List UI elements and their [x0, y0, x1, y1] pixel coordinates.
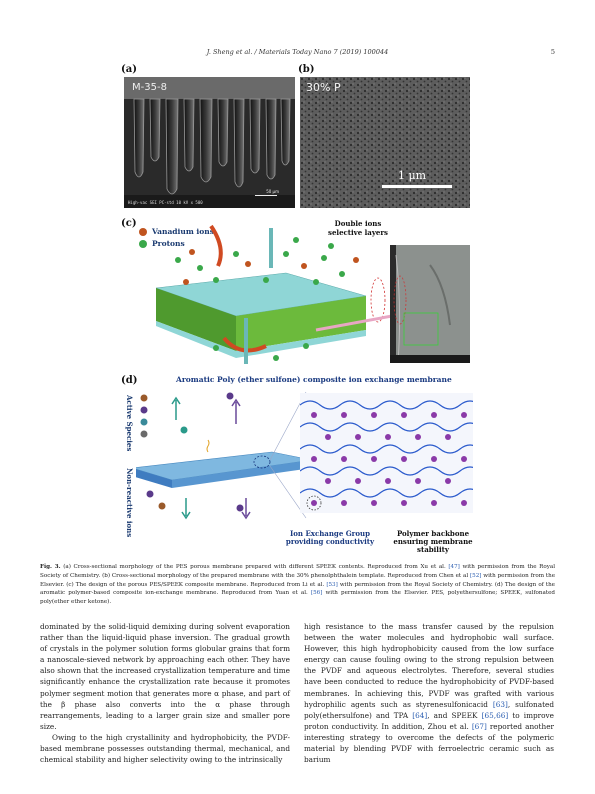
caption-text-3: with permission from the Elsevier. (c) The design of the porous PES/SPEEK composite membrane. Reproduced from Li et al.: [40, 572, 555, 588]
vanadium-legend-text: Vanadium ions: [152, 227, 214, 236]
polymer-backbone-schematic: [300, 393, 473, 513]
running-head: J. Sheng et al. / Materials Today Nano 7 (2019) 100044: [206, 48, 389, 56]
panel-a-scale-bar: [255, 195, 277, 196]
panel-d-membrane-diagram: [136, 390, 316, 520]
panel-d-title: Aromatic Poly (ether sulfone) composite ion exchange membrane: [176, 375, 452, 384]
panel-a-scale-text: 50 μm: [266, 189, 279, 194]
ref-64[interactable]: [64]: [412, 710, 428, 720]
panel-a-image-label: M-35-8: [132, 82, 167, 93]
panel-d-label: (d): [121, 375, 138, 386]
double-ions-callout: Double ions selective layers: [328, 219, 388, 237]
ion-exchange-group-label: Ion Exchange Group providing conductivity: [285, 529, 375, 546]
active-species-label: Active Species: [125, 395, 134, 452]
panel-b-sem-image: [300, 77, 470, 208]
caption-text-2: with permission from the Royal Society of Chemistry. (b) Cross-sectional morphology of the prepared membrane with the 30% phenolphthalein template. Reproduced from Chen et al: [40, 564, 556, 579]
body-text: reported another interesting strategy to overcome the defects of the polymeric material by blending PVDF with ferroelectric ceramic such as barium: [304, 721, 554, 765]
non-reactive-ions-label: Non-reactive ions: [125, 468, 134, 538]
body-paragraph: Owing to the high crystallinity and hydrophobicity, the PVDF-based membrane possesses outstanding thermal, mechanical, and chemical stability and higher selectivity owing to the intrinsically: [40, 732, 290, 765]
panel-a-label: (a): [121, 64, 137, 75]
proton-legend-text: Protons: [152, 239, 185, 248]
panel-b-image-label: 30% P: [306, 81, 341, 94]
caption-text-1: (a) Cross-sectional morphology of the PES porous membrane prepared with different SPEEK contents. Reproduced from Xu et al.: [60, 564, 449, 570]
panel-a-sem-image: [124, 77, 295, 208]
panel-b-scale-bar: [382, 185, 452, 188]
caption-ref-56[interactable]: [56]: [310, 590, 323, 597]
panel-b-label: (b): [298, 64, 315, 75]
caption-ref-52[interactable]: [52]: [469, 572, 482, 579]
ref-67[interactable]: [67]: [471, 721, 487, 731]
body-text: high resistance to the mass transfer caused by the repulsion between the water molecules and hydrophobic wall surface. However, this high hydrophobicity caused from the low surface energy can cause fouling owing to the strong repulsion between the PVDF and aqueous electrolytes. Therefore, several studies have been conducted to reduce the hydrophobicity of PVDF-based membranes. In achieving this, PVDF was grafted with various hydrophilic agents such as styrenesulfonicacid: [304, 622, 554, 709]
ref-63[interactable]: [63]: [492, 699, 508, 709]
body-right-column: [304, 621, 554, 765]
body-paragraph: [304, 621, 554, 765]
page-header: [0, 48, 595, 60]
panel-c-sem-image: [390, 245, 470, 363]
caption-text-5: with permission from the Elsevier. PES, polyethersulfone; SPEEK, sulfonated poly(ether ether ketone).: [40, 590, 555, 606]
body-left-column: [40, 621, 290, 765]
panel-a-sem-info: High-vac SEI PC-std 10 kV x 500: [128, 200, 203, 205]
panel-c-membrane-diagram: [116, 218, 396, 368]
body-text: to improve proton conductivity. In addition, Zhou et al.: [304, 710, 554, 731]
caption-text-4: with permission from the Royal Society of Chemistry. (d) The design of the aromatic polymer-based composite ion-exchange membrane. Reproduced from Yuan et al.: [40, 581, 555, 597]
body-paragraph: dominated by the solid-liquid demixing during solvent evaporation rather than the liquid-liquid phase inversion. The gradual growth of crystals in the polymer solution forms globular grains that form a nanoscale-sieved network by approaching each other. They have also shown that the increased crystallization temperature and time significantly enhance the crystallization rate because it promotes polymer segment motion that generates more α phase, and part of the β phase also converts into the α phase through rearrangements, leading to a larger grain size and smaller pore size.: [40, 622, 290, 731]
body-text: , and SPEEK: [427, 710, 482, 720]
figure-caption: [40, 563, 555, 607]
panel-b-scale-text: 1 μm: [398, 169, 427, 182]
polymer-backbone-label: Polymer backbone ensuring membrane stability: [393, 529, 473, 554]
caption-fig-label: Fig. 3.: [40, 564, 61, 570]
page-number: 5: [550, 48, 555, 56]
body-text: , sulfonated poly(ethersulfone) and TPA: [304, 699, 555, 720]
caption-ref-53[interactable]: [53]: [326, 581, 338, 588]
ref-65-66[interactable]: [65,66]: [481, 710, 509, 720]
caption-ref-47[interactable]: [47]: [448, 564, 460, 570]
panel-c-label: (c): [121, 218, 137, 229]
